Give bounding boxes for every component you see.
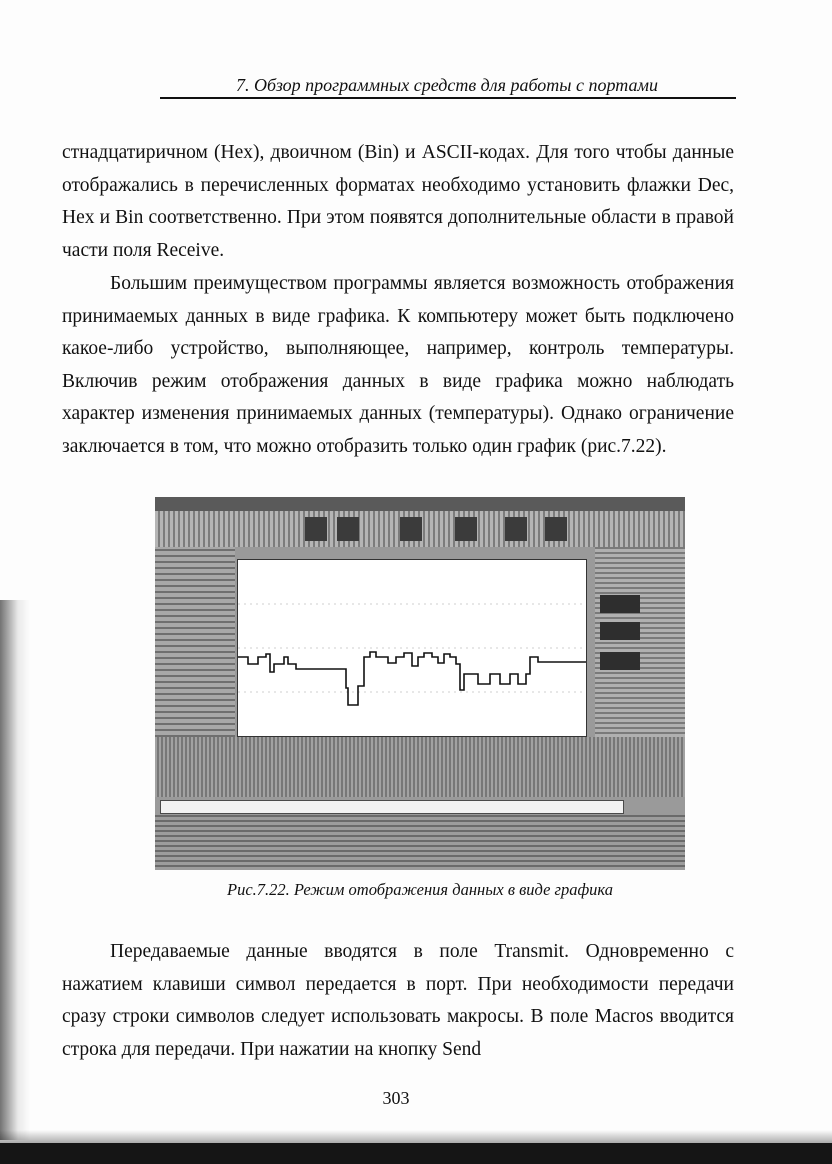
figure-toolbar-button bbox=[337, 517, 359, 541]
figure-lower-panel bbox=[155, 737, 685, 797]
figure-transmit-field bbox=[160, 800, 624, 814]
scan-left-edge-shadow bbox=[0, 600, 30, 1140]
figure-side-button bbox=[600, 652, 640, 670]
running-header: 7. Обзор программных средств для работы с портами bbox=[236, 75, 658, 95]
figure-graph-area bbox=[237, 559, 587, 737]
figure-toolbar-button bbox=[505, 517, 527, 541]
figure-toolbar-button bbox=[545, 517, 567, 541]
header-rule bbox=[160, 97, 736, 99]
figure-window-titlebar bbox=[155, 497, 685, 511]
figure-toolbar-button bbox=[455, 517, 477, 541]
graph-signal-line bbox=[238, 652, 586, 705]
paragraph-3: Передаваемые данные вводятся в поле Transmit. Одновременно с нажатием клавиши символ передается в порт. При необходимости передачи сразу строки символов следует использовать макросы. В поле Macros вводится строка для передачи. При нажатии на кнопку Send bbox=[62, 941, 734, 1060]
figure-graph-svg bbox=[238, 560, 586, 736]
paragraph-1: стнадцатиричном (Hex), двоичном (Bin) и ASCII-кодах. Для того чтобы данные отображались в перечисленных форматах необходимо установить флажки Dec, Hex и Bin соответственно. При этом появятся дополнительные области в правой части поля Receive. bbox=[62, 142, 734, 261]
figure-toolbar-button bbox=[305, 517, 327, 541]
figure-side-button bbox=[600, 595, 640, 613]
figure-side-button bbox=[600, 622, 640, 640]
figure-bottom-panel bbox=[155, 815, 685, 870]
page-number: 303 bbox=[382, 1088, 410, 1108]
scan-bottom-edge bbox=[0, 1143, 832, 1164]
scan-bottom-shadow bbox=[0, 1130, 832, 1144]
paragraph-2: Большим преимуществом программы является возможность отображения принимаемых данных в виде графика. К компьютеру может быть подключено какое-либо устройство, выполняющее, например, контроль температуры. Включив режим отображения данных в виде графика можно наблюдать характер изменения принимаемых данных (температуры). Однако ограничение заключается в том, что можно отобразить только один график (рис.7.22). bbox=[62, 273, 734, 457]
figure-toolbar-button bbox=[400, 517, 422, 541]
figure-caption: Рис.7.22. Режим отображения данных в виде графика bbox=[227, 880, 613, 899]
figure-program-screenshot bbox=[155, 497, 685, 870]
